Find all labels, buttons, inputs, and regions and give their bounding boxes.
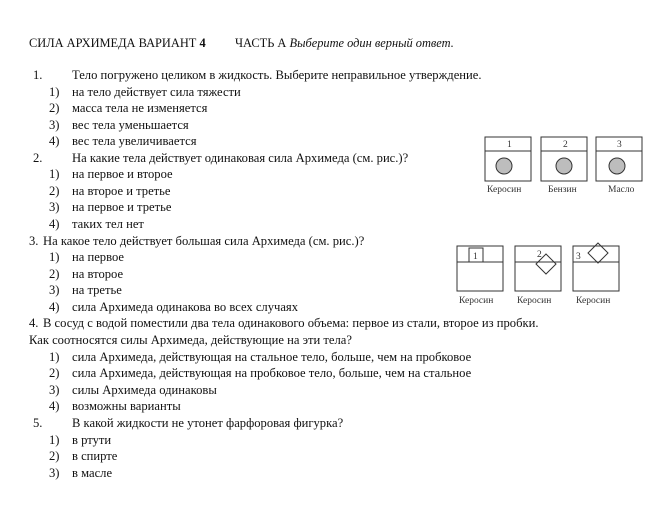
- part-instruction: Выберите один верный ответ.: [289, 36, 454, 50]
- vessel-number: 2: [563, 140, 568, 150]
- answer-option[interactable]: в спирте: [72, 449, 118, 463]
- question-number: 5.: [33, 416, 43, 430]
- option-number: 1): [49, 167, 60, 181]
- liquid-label: Керосин: [487, 185, 522, 195]
- answer-option[interactable]: на второе: [72, 267, 124, 281]
- question-number: 3.: [29, 234, 39, 248]
- liquid-label: Бензин: [548, 185, 577, 195]
- option-number: 2): [49, 449, 60, 463]
- option-number: 2): [49, 267, 60, 281]
- question-text: В какой жидкости не утонет фарфоровая фигурка?: [72, 416, 344, 430]
- answer-option[interactable]: на третье: [72, 283, 122, 297]
- vessel-number: 1: [473, 252, 478, 262]
- option-number: 4): [49, 399, 60, 413]
- option-number: 1): [49, 250, 60, 264]
- option-number: 1): [49, 433, 60, 447]
- answer-option[interactable]: сила Архимеда одинакова во всех случаях: [72, 300, 298, 314]
- answer-option[interactable]: в масле: [72, 466, 113, 480]
- answer-option[interactable]: сила Архимеда, действующая на стальное тело, больше, чем на пробковое: [72, 350, 472, 364]
- question-text: На какие тела действует одинаковая сила Архимеда (см. рис.)?: [72, 151, 409, 165]
- vessel-number: 1: [507, 140, 512, 150]
- vessel-number: 3: [576, 252, 581, 262]
- part-label: ЧАСТЬ А: [235, 36, 287, 50]
- answer-option[interactable]: в ртути: [72, 433, 112, 447]
- question-number: 1.: [33, 68, 43, 82]
- option-number: 3): [49, 118, 60, 132]
- answer-option[interactable]: на первое и третье: [72, 200, 172, 214]
- answer-option[interactable]: на второе и третье: [72, 184, 171, 198]
- answer-option[interactable]: возможны варианты: [72, 399, 181, 413]
- option-number: 2): [49, 184, 60, 198]
- option-number: 4): [49, 217, 60, 231]
- answer-option[interactable]: на первое и второе: [72, 167, 173, 181]
- liquid-label: Керосин: [459, 296, 494, 306]
- answer-option[interactable]: сила Архимеда, действующая на пробковое тело, больше, чем на стальное: [72, 366, 472, 380]
- vessel-number: 2: [537, 250, 542, 260]
- question-number: 4.: [29, 316, 39, 330]
- vessel-3: [573, 243, 619, 291]
- variant-number: 4: [199, 36, 206, 50]
- part-heading: [235, 36, 454, 51]
- figure-floating-bodies: [455, 242, 623, 312]
- title-text: СИЛА АРХИМЕДА ВАРИАНТ: [29, 36, 197, 50]
- option-number: 4): [49, 134, 60, 148]
- answer-option[interactable]: силы Архимеда одинаковы: [72, 383, 217, 397]
- question-number: 2.: [33, 151, 43, 165]
- vessel-number: 3: [617, 140, 622, 150]
- question-text: На какое тело действует большая сила Архимеда (см. рис.)?: [43, 234, 365, 248]
- liquid-label: Керосин: [576, 296, 611, 306]
- option-number: 2): [49, 366, 60, 380]
- option-number: 2): [49, 101, 60, 115]
- option-number: 3): [49, 466, 60, 480]
- answer-option[interactable]: таких тел нет: [72, 217, 144, 231]
- option-number: 3): [49, 200, 60, 214]
- answer-option[interactable]: вес тела увеличивается: [72, 134, 197, 148]
- answer-option[interactable]: на тело действует сила тяжести: [72, 85, 241, 99]
- question-text: Тело погружено целиком в жидкость. Выберите неправильное утверждение.: [72, 68, 482, 82]
- answer-option[interactable]: масса тела не изменяется: [72, 101, 208, 115]
- worksheet-title: [29, 36, 206, 51]
- liquid-label: Керосин: [517, 296, 552, 306]
- option-number: 3): [49, 383, 60, 397]
- option-number: 1): [49, 350, 60, 364]
- vessel-1: [457, 246, 503, 291]
- question-text: В сосуд с водой поместили два тела одинакового объема: первое из стали, второе из пробки.: [43, 316, 539, 330]
- answer-option[interactable]: на первое: [72, 250, 125, 264]
- option-number: 4): [49, 300, 60, 314]
- figure-vessels-liquids: [484, 136, 644, 204]
- question-text-continued: Как соотносятся силы Архимеда, действующие на эти тела?: [29, 333, 352, 347]
- answer-option[interactable]: вес тела уменьшается: [72, 118, 189, 132]
- option-number: 1): [49, 85, 60, 99]
- liquid-label: Масло: [608, 185, 635, 195]
- option-number: 3): [49, 283, 60, 297]
